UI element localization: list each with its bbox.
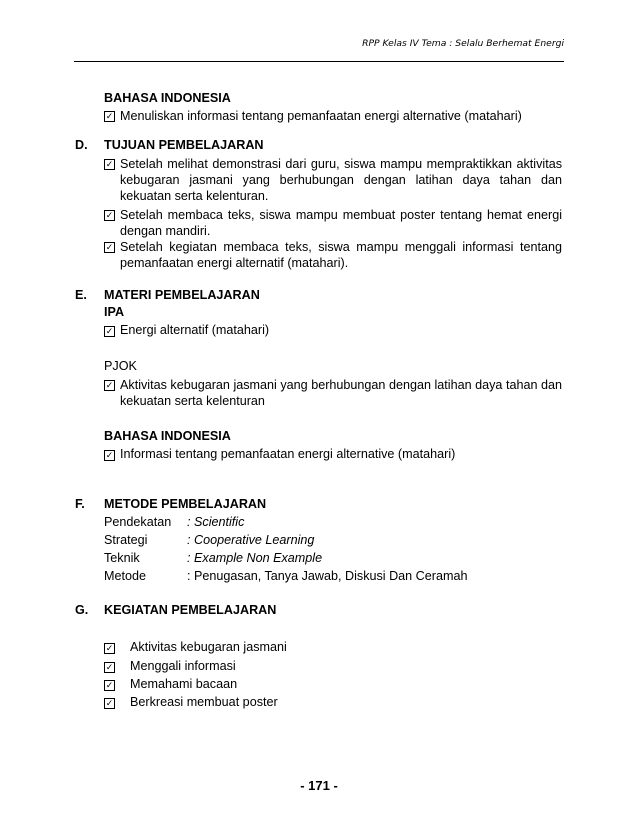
checkbox-checked-icon: ✓: [105, 242, 114, 252]
ipa-item: Energi alternatif (matahari): [120, 323, 270, 337]
activity-item: Memahami bacaan: [130, 677, 238, 691]
bahasa-e-heading: BAHASA INDONESIA: [104, 429, 231, 443]
bahasa-e-item: Informasi tentang pemanfaatan energi alternative (matahari): [120, 447, 456, 461]
section-d-heading: TUJUAN PEMBELAJARAN: [104, 138, 264, 152]
checkbox-checked-icon: ✓: [105, 643, 114, 653]
checkbox-checked-icon: ✓: [105, 210, 114, 220]
section-d-letter: D.: [75, 138, 88, 152]
method-label: Teknik: [104, 551, 140, 565]
method-value: : Example Non Example: [187, 551, 323, 565]
ipa-heading: IPA: [104, 305, 125, 319]
method-label: Pendekatan: [104, 515, 172, 529]
section-d-item: Setelah kegiatan membaca teks, siswa mampu menggali informasi tentang pemanfaatan energi alternatif (matahari).: [120, 240, 562, 271]
method-label: Strategi: [104, 533, 148, 547]
page-number: - 171 -: [300, 778, 338, 793]
bahasa-top-item: Menuliskan informasi tentang pemanfaatan energi alternative (matahari): [120, 109, 522, 123]
checkbox-checked-icon: ✓: [105, 159, 114, 169]
section-f-letter: F.: [75, 497, 85, 511]
section-g-heading: KEGIATAN PEMBELAJARAN: [104, 603, 277, 617]
header-rule: [74, 61, 564, 62]
method-value: : Scientific: [187, 515, 245, 529]
checkbox-checked-icon: ✓: [105, 662, 114, 672]
method-label: Metode: [104, 569, 147, 583]
method-value: : Penugasan, Tanya Jawab, Diskusi Dan Ceramah: [187, 569, 468, 583]
checkbox-checked-icon: ✓: [105, 698, 114, 708]
checkbox-checked-icon: ✓: [105, 680, 114, 690]
section-g-letter: G.: [75, 603, 89, 617]
running-header: RPP Kelas IV Tema : Selalu Berhemat Energi: [362, 38, 564, 49]
section-e-letter: E.: [75, 288, 87, 302]
pjok-heading: PJOK: [104, 359, 137, 373]
section-d-item: Setelah melihat demonstrasi dari guru, siswa mampu mempraktikkan aktivitas kebugaran jasmani yang berhubungan dengan latihan daya tahan dan kekuatan serta kelenturan.: [120, 157, 562, 204]
checkbox-checked-icon: ✓: [105, 380, 114, 390]
activity-item: Berkreasi membuat poster: [130, 695, 278, 709]
pjok-item: Aktivitas kebugaran jasmani yang berhubungan dengan latihan daya tahan dan kekuatan serta kelenturan: [120, 378, 562, 409]
activity-item: Menggali informasi: [130, 659, 236, 673]
method-value: : Cooperative Learning: [187, 533, 315, 547]
bahasa-top-heading: BAHASA INDONESIA: [104, 91, 231, 105]
checkbox-checked-icon: ✓: [105, 326, 114, 336]
section-f-heading: METODE PEMBELAJARAN: [104, 497, 267, 511]
checkbox-checked-icon: ✓: [105, 450, 114, 460]
section-e-heading: MATERI PEMBELAJARAN: [104, 288, 260, 302]
activity-item: Aktivitas kebugaran jasmani: [130, 640, 287, 654]
checkbox-checked-icon: ✓: [105, 111, 114, 121]
section-d-item: Setelah membaca teks, siswa mampu membuat poster tentang hemat energi dengan mandiri.: [120, 208, 562, 239]
